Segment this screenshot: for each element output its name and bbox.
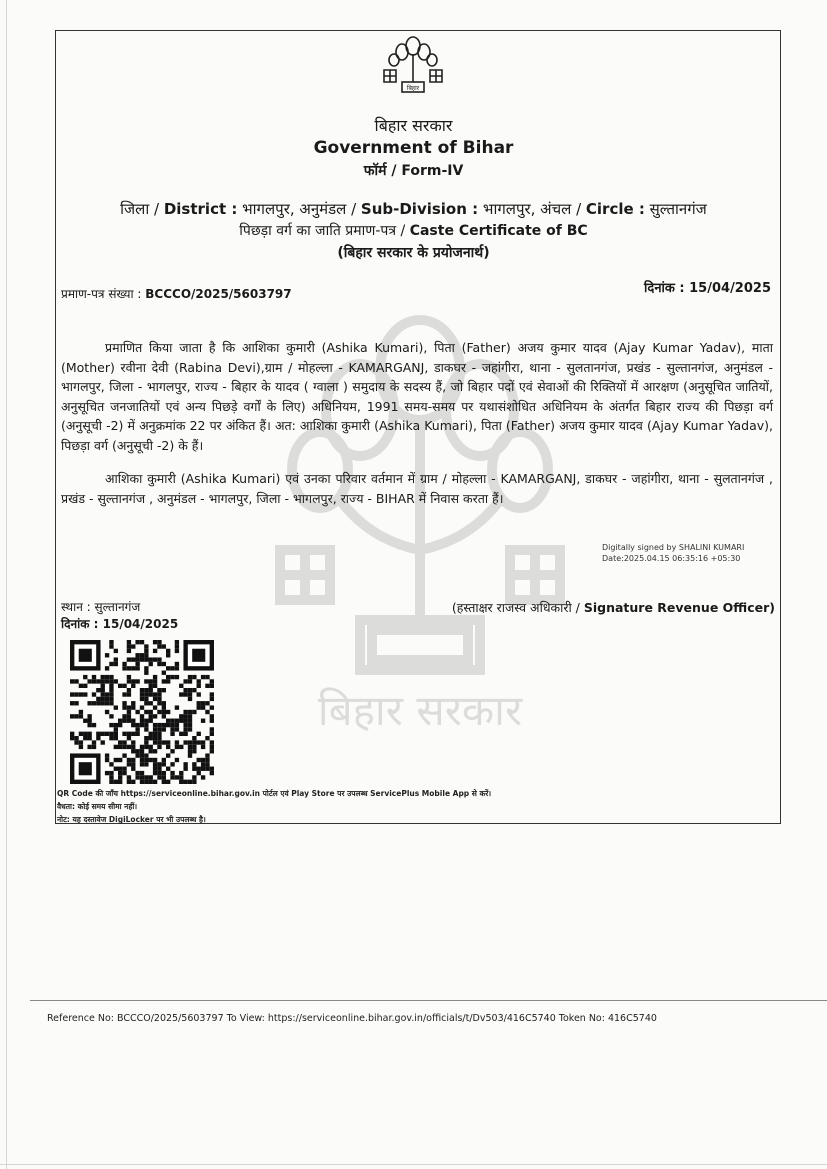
- district-label: District :: [163, 200, 238, 218]
- signature-label-english: Signature Revenue Officer): [583, 600, 775, 615]
- validity-note: वैधता: कोई समय सीमा नहीं।: [57, 802, 138, 811]
- qr-code-icon: [70, 640, 214, 784]
- emblem-caption: बिहार: [406, 85, 420, 92]
- title-english: Government of Bihar: [313, 138, 514, 158]
- purpose-line: (बिहार सरकार के प्रयोजनार्थ): [337, 245, 490, 261]
- form-number: फॉर्म / Form-IV: [363, 163, 464, 179]
- watermark-text: बिहार सरकार: [317, 686, 523, 735]
- reference-line: Reference No: BCCCO/2025/5603797 To View: https://serviceonline.bihar.gov.in/officials/t/Dv503/416C5740 Token No: 416C5740: [47, 1013, 657, 1024]
- circle-label: Circle :: [585, 200, 645, 218]
- signature-label-hindi: (हस्ताक्षर राजस्व अधिकारी /: [451, 600, 584, 615]
- place: स्थान : सुल्तानगंज: [61, 600, 141, 614]
- certificate-number-label: प्रमाण-पत्र संख्या :: [61, 287, 146, 301]
- bihar-govt-emblem-icon: [380, 34, 446, 98]
- digital-signature: [602, 542, 744, 564]
- certificate-type-hindi: पिछड़ा वर्ग का जाति प्रमाण-पत्र /: [239, 223, 410, 239]
- footer-divider: [30, 1000, 827, 1001]
- circle-value: सुल्तानगंज: [644, 200, 707, 218]
- qr-verification-note: QR Code की जाँच https://serviceonline.bihar.gov.in पोर्टल एवं Play Store पर उपलब्ध ServicePlus Mobile App से करें।: [57, 789, 492, 798]
- digital-signature-signer: Digitally signed by SHALINI KUMARI: [602, 543, 745, 552]
- certificate-body-paragraph-1: प्रमाणित किया जाता है कि आशिका कुमारी (Ashika Kumari), पिता (Father) अजय कुमार यादव (Ajay Kumar Yadav), माता (Mother) रवीना देवी (Rabina Devi),ग्राम / मोहल्ला - KAMARGANJ, डाकघर - जहांगीरा, थाना - सुलतानगंज, प्रखंड - सुल्तानगंज, अनुमंडल - भागलपुर, जिला - भागलपुर, राज्य - बिहार के यादव ( ग्वाला ) समुदाय के सदस्य हैं, जो बिहार पदों एवं सेवाओं की रिक्तियों में आरक्षण (अनुसूचित जातियों, अनुसूचित जनजातियों एवं अन्य पिछड़े वर्गों के लिए) अधिनियम, 1991 समय-समय पर यथासंशोधित अधिनियम के अंतर्गत बिहार राज्य की पिछड़ा वर्ग (अनुसूची -2) में अनुक्रमांक 22 पर अंकित हैं। अत: आशिका कुमारी (Ashika Kumari), पिता (Father) अजय कुमार यादव (Ajay Kumar Yadav), पिछड़ा वर्ग (अनुसूची -2) के हैं।: [61, 340, 773, 453]
- district-label-prefix: जिला /: [120, 200, 164, 218]
- issue-date: दिनांक : 15/04/2025: [644, 281, 771, 296]
- subdivision-label: Sub-Division :: [360, 200, 479, 218]
- signature-label: [452, 599, 775, 616]
- certificate-number: [61, 285, 292, 302]
- place-date: दिनांक : 15/04/2025: [61, 617, 179, 631]
- title-hindi: बिहार सरकार: [374, 116, 453, 135]
- scan-edge-bottom: [0, 1164, 827, 1165]
- subdivision-value: भागलपुर, अंचल /: [478, 200, 586, 218]
- certificate-type: [0, 221, 827, 240]
- digilocker-note: नोट: यह दस्तावेज DigiLocker पर भी उपलब्ध है।: [57, 815, 206, 824]
- district-value: भागलपुर, अनुमंडल /: [237, 200, 361, 218]
- digital-signature-date: Date:2025.04.15 06:35:16 +05:30: [602, 554, 741, 563]
- certificate-number-value: BCCCO/2025/5603797: [145, 287, 292, 301]
- district-line: [0, 199, 827, 219]
- certificate-type-english: Caste Certificate of BC: [409, 223, 588, 239]
- certificate-body-paragraph-2: आशिका कुमारी (Ashika Kumari) एवं उनका परिवार वर्तमान में ग्राम / मोहल्ला - KAMARGANJ, डाकघर - जहांगीरा, थाना - सुलतानगंज , प्रखंड - सुल्तानगंज , अनुमंडल - भागलपुर, जिला - भागलपुर, राज्य - BIHAR में निवास करता हैं।: [61, 471, 773, 506]
